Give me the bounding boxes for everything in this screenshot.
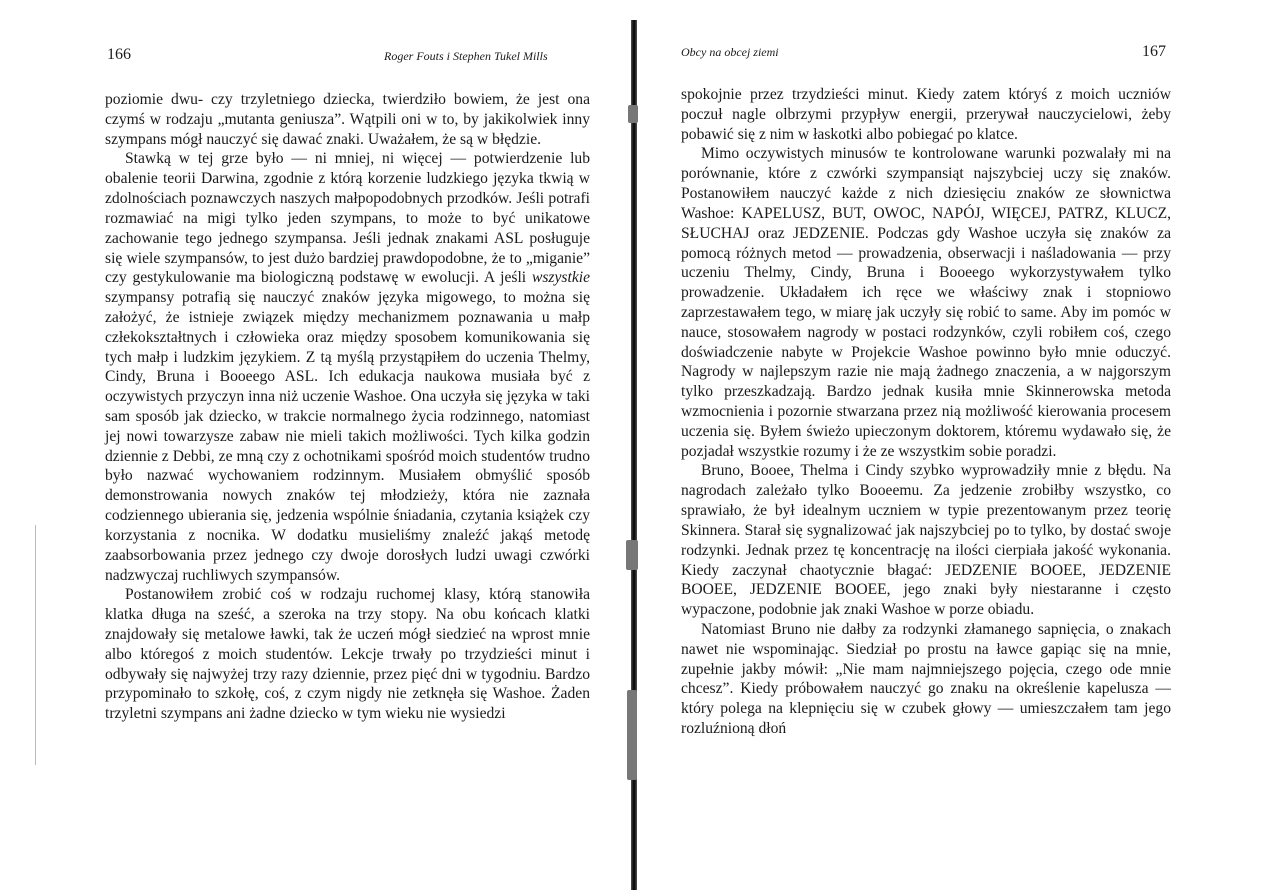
paragraph: poziomie dwu- czy trzyletniego dziecka, twierdziło bowiem, że jest ona czymś w rodzaju „mutanta geniusza”. Wątpili oni w to, by jakikolwiek inny szympans mógł nauczyć się dawać znaki. Uważałem, że są w błędzie. [105, 91, 590, 148]
left-page [0, 0, 620, 894]
page-edge-mark [35, 525, 36, 765]
paragraph: Mimo oczywistych minusów te kontrolowane warunki pozwalały mi na porównanie, które z czwórki szympansiąt najszybciej uczy się znaków. Postanowiłem nauczyć każde z nich dziesięciu znaków ze słownictwa Washoe: KAPELUSZ, BUT, OWOC, NAPÓJ, WIĘCEJ, PATRZ, KLUCZ, SŁUCHAJ oraz JEDZENIE. Podczas gdy Washoe uczyła się znaków za pomocą różnych metod — prowadzenia, obserwacji i naśladowania — przy uczeniu Thelmy, Cindy, Bruna i Booeego wykorzystywałem tylko prowadzenie. Układałem ich ręce we właściwy znak i stopniowo zaprzestawałem tego, w miarę jak uczyły się robić to same. Aby im pomóc w nauce, stosowałem nagrody w postaci rodzynków, czyli robiłem coś, czego doświadczenie nabyte w Projekcie Washoe powinno było mnie oduczyć. Nagrody w najlepszym razie nie mają żadnego znaczenia, a w najgorszym tylko przeszkadzają. Bardzo jednak kusiła mnie Skinnerowska metoda wzmocnienia i pozornie stwarzana przez nią możliwość kierowania procesem uczenia się. Byłem świeżo upieczonym doktorem, któremu wydawało się, że pozjadał wszystkie rozumy i że ze wszystkim sobie poradzi. [681, 145, 1171, 460]
paragraph: spokojnie przez trzydzieści minut. Kiedy zatem któryś z moich uczniów poczuł nagle olbrzymi przypływ energii, przerywał nauczycielowi, żeby pobawić się z nim w łaskotki albo pobiegać po klatce. [681, 86, 1171, 143]
emphasis: wszystkie [531, 269, 590, 287]
left-page-body [105, 90, 590, 724]
gutter-speck [627, 690, 637, 780]
right-page-body [681, 85, 1171, 739]
running-head-right: Obcy na obcej ziemi [681, 45, 779, 59]
gutter-speck [626, 540, 638, 570]
running-head-left: Roger Fouts i Stephen Tukel Mills [384, 49, 548, 63]
paragraph: Stawką w tej grze było — ni mniej, ni więcej — potwierdzenie lub obalenie teorii Darwina, zgodnie z którą korzenie ludzkiego języka tkwią w zdolnościach poznawczych naszych małpopodobnych przodków. Jeśli potrafi rozmawiać na migi tylko jeden szympans, to może to być unikatowe zachowanie tego jednego szympansa. Jeśli jednak znakami ASL posługuje się wiele szympansów, to jest dużo bardziej prawdopodobne, że to „miganie” czy gestykulowanie ma biologiczną podstawę w ewolucji. A jeśli wszystkie szympansy potrafią się nauczyć znaków języka migowego, to można się założyć, że istnieje związek między mechanizmem poznawania u małp człekokształtnych i człowieka oraz między sposobem komunikowania się tych małp i ludzkim językiem. Z tą myślą przystąpiłem do uczenia Thelmy, Cindy, Bruna i Booeego ASL. Ich edukacja naukowa musiała być z oczywistych przyczyn inna niż uczenie Washoe. Ona uczyła się języka w taki sam sposób jak dziecko, w trakcie normalnego życia rodzinnego, natomiast jej nowi towarzysze zabaw nie mieli takich możliwości. Tych kilka godzin dziennie z Debbi, ze mną czy z ochotnikami spośród moich studentów trudno było nazwać wychowaniem rodzinnym. Musiałem obmyślić sposób demonstrowania nowych znaków tej młodzieży, która nie zaznała codziennego ubierania się, jedzenia wspólnie śniadania, czytania książek czy korzystania z nocnika. W dodatku musieliśmy znaleźć jakąś metodę zaabsorbowania przez jednego czy dwoje dorosłych ludzi uwagi czwórki nadzwyczaj ruchliwych szympansów. [105, 150, 590, 584]
paragraph: Postanowiłem zrobić coś w rodzaju ruchomej klasy, którą stanowiła klatka długa na sześć, a szeroka na trzy stopy. Na obu końcach klatki znajdowały się metalowe ławki, tak że uczeń mógł siedzieć na wprost mnie albo któregoś z moich studentów. Lekcje trwały po trzydzieści minut i odbywały się najwyżej trzy razy dziennie, przez pięć dni w tygodniu. Bardzo przypominało to szkołę, coś, z czym nigdy nie zetknęła się Washoe. Żaden trzyletni szympans ani żadne dziecko w tym wieku nie wysiedzi [105, 586, 590, 723]
paragraph: Natomiast Bruno nie dałby za rodzynki złamanego sapnięcia, o znakach nawet nie wspominając. Siedział po prostu na ławce gapiąc się na mnie, zupełnie jakby mówił: „Nie mam najmniejszego pojęcia, czego ode mnie chcesz”. Kiedy próbowałem nauczyć go znaku na określenie kapelusza — który polega na klepnięciu się w czubek głowy — umieszczałem tam jego rozluźnioną dłoń [681, 620, 1171, 737]
right-page [645, 0, 1262, 894]
gutter-speck [628, 105, 638, 123]
paragraph: Bruno, Booee, Thelma i Cindy szybko wyprowadziły mnie z błędu. Na nagrodach zależało tylko Booeemu. Za jedzenie zrobiłby wszystko, co sprawiało, że był idealnym uczniem w typie prezentowanym przez teorię Skinnera. Starał się sygnalizować jak najszybciej po to tylko, by dostać swoje rodzynki. Jednak przez tę koncentrację na ilości cierpiała jakość wykonania. Kiedy zaczynał chaotycznie błagać: JEDZENIE BOOEE, JEDZENIE BOOEE, JEDZENIE BOOEE, jego znaki były niestaranne i często wypaczone, podobnie jak znaki Washoe w porze obiadu. [681, 462, 1171, 619]
page-number-right: 167 [1142, 43, 1166, 60]
page-number-left: 166 [107, 46, 131, 63]
